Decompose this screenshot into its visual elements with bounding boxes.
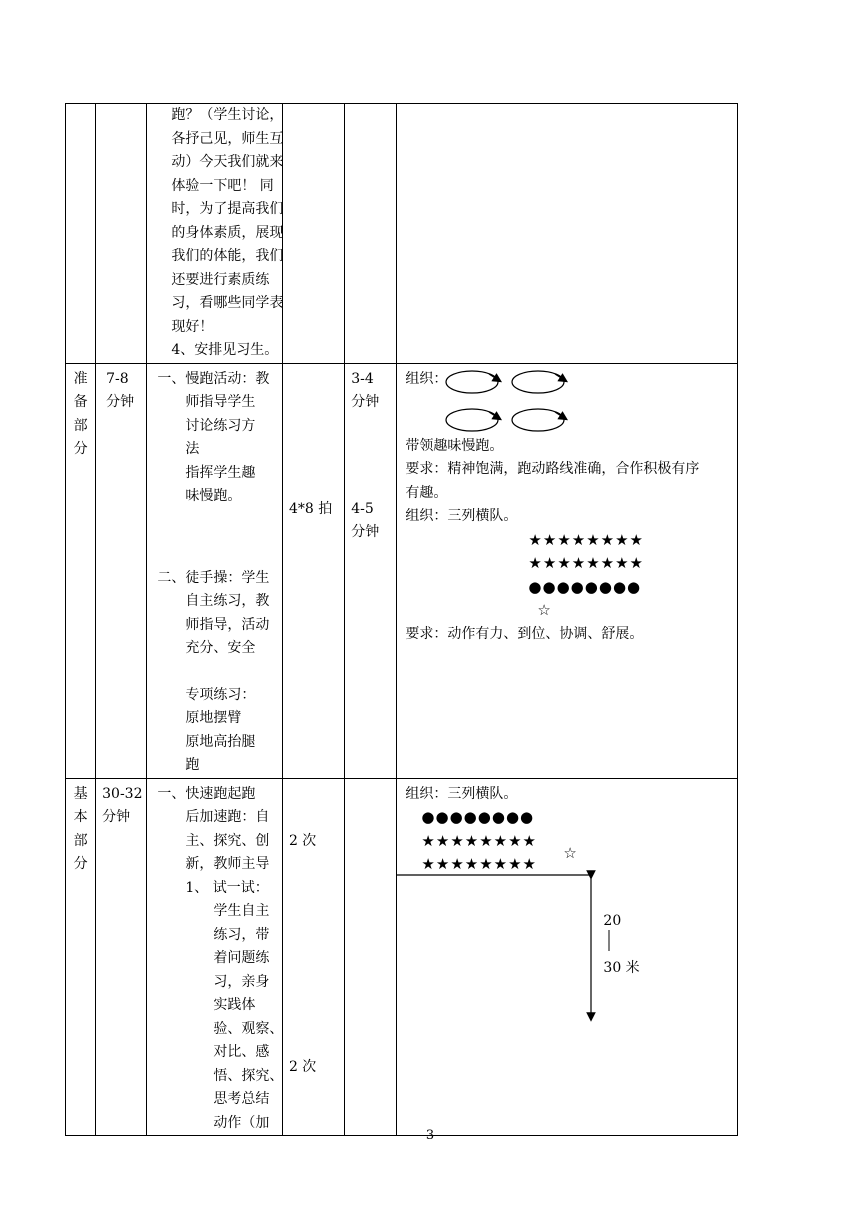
distance-label-top: 20 xyxy=(603,912,622,929)
formation-row: ★★★★★★★★ xyxy=(528,530,644,549)
content-line: 专项练习： xyxy=(185,686,256,703)
time-value: 30-32 xyxy=(102,785,143,802)
section-char: 备 xyxy=(73,394,88,410)
count-value: 2 次 xyxy=(288,1059,317,1075)
section-char: 部 xyxy=(73,832,88,849)
organization-cell xyxy=(397,363,738,778)
content-line: 原地高抬腿 xyxy=(185,733,256,750)
formation-row: ★★★★★★★★ xyxy=(528,554,644,572)
duration-value: 3-4 xyxy=(351,370,374,387)
count-cell xyxy=(282,778,344,1136)
organization-text: 带领趣味慢跑。 xyxy=(405,437,504,454)
requirement-line: 要求：精神饱满，跑动路线准确，合作积极有序 xyxy=(405,461,700,477)
duration-cell xyxy=(345,363,397,778)
duration-value: 4-5 xyxy=(351,500,374,517)
distance-label-bottom: 30 米 xyxy=(603,959,640,976)
content-line: 思考总结 xyxy=(213,1091,270,1107)
formation-row: ★★★★★★★★ xyxy=(421,855,537,873)
content-line: 现好！ xyxy=(171,318,214,335)
duration-cell xyxy=(345,104,397,364)
time-value: 7-8 xyxy=(106,370,129,387)
content-line: 一、慢跑活动：教 xyxy=(157,370,270,387)
teacher-marker: ☆ xyxy=(563,843,578,862)
content-line: 二、徒手操：学生 xyxy=(157,569,270,586)
section-char: 分 xyxy=(73,441,88,457)
time-cell xyxy=(96,363,147,778)
table-row xyxy=(66,363,738,778)
count-cell xyxy=(282,363,344,778)
table-row xyxy=(66,778,738,1136)
content-line: 动）今天我们就来 xyxy=(171,154,284,170)
content-line: 讨论练习方 xyxy=(185,417,256,434)
content-line: 的身体素质，展现 xyxy=(171,224,284,241)
duration-cell xyxy=(345,778,397,1136)
requirement-line: 要求：动作有力、到位、协调、舒展。 xyxy=(405,625,644,642)
teacher-marker: ☆ xyxy=(537,601,552,619)
content-line: 指挥学生趣 xyxy=(185,464,256,481)
section-char: 部 xyxy=(73,417,88,434)
section-cell xyxy=(66,363,96,778)
content-line: 师指导学生 xyxy=(185,394,256,410)
section-char: 基 xyxy=(73,785,88,802)
content-line: 悟、探究、 xyxy=(213,1067,284,1084)
content-line: 充分、安全 xyxy=(185,640,256,656)
content-line: 原地摆臂 xyxy=(185,710,242,726)
content-line: 一、快速跑起跑 xyxy=(157,785,256,802)
content-line: 自主练习，教 xyxy=(185,593,270,609)
content-line: 师指导，活动 xyxy=(185,616,270,633)
content-line: 还要进行素质练 xyxy=(171,271,270,288)
count-cell xyxy=(282,104,344,364)
content-line: 练习，带 xyxy=(213,926,270,943)
content-line: 我们的体能，我们 xyxy=(171,248,284,264)
content-line: 对比、感 xyxy=(213,1044,270,1060)
content-line: 跑 xyxy=(185,757,200,773)
formation-row: ●●●●●●●● xyxy=(421,808,535,826)
formation-row: ★★★★★★★★ xyxy=(421,831,537,850)
content-line: 动作（加 xyxy=(213,1114,270,1131)
time-cell xyxy=(96,778,147,1136)
content-line: 后加速跑：自 xyxy=(185,809,270,825)
section-char: 准 xyxy=(73,370,88,387)
content-line: 学生自主 xyxy=(213,903,270,919)
requirement-line: 有趣。 xyxy=(405,484,448,501)
running-distance-diagram xyxy=(397,867,627,1027)
content-line: 4、安排见习生。 xyxy=(171,342,279,358)
duration-unit: 分钟 xyxy=(351,394,380,410)
content-line: 1、 试一试： xyxy=(185,879,269,896)
content-line: 体验一下吧！ 同 xyxy=(171,177,274,194)
content-line: 法 xyxy=(185,441,200,457)
jogging-circles-diagram xyxy=(445,368,625,438)
content-line: 习，亲身 xyxy=(213,973,270,990)
content-cell xyxy=(147,104,283,364)
content-line: 习，看哪些同学表 xyxy=(171,295,284,311)
time-unit: 分钟 xyxy=(102,809,131,825)
content-line: 着问题练 xyxy=(213,950,270,966)
organization-label: 组织：三列横队。 xyxy=(405,508,518,524)
content-line: 新，教师主导 xyxy=(185,856,270,872)
section-char: 本 xyxy=(73,809,88,825)
organization-cell xyxy=(397,104,738,364)
organization-label: 组织： xyxy=(405,370,448,387)
formation-row: ●●●●●●●● xyxy=(528,577,642,596)
content-line: 跑？（学生讨论， xyxy=(171,107,284,123)
organization-label: 组织：三列横队。 xyxy=(405,785,518,802)
count-value: 4*8 拍 xyxy=(288,500,333,517)
content-cell xyxy=(147,363,283,778)
content-line: 实践体 xyxy=(213,997,256,1013)
table-row xyxy=(66,104,738,364)
page-number: 3 xyxy=(425,1128,435,1143)
content-line: 各抒己见，师生互 xyxy=(171,130,284,147)
content-line: 验、观察、 xyxy=(213,1020,284,1037)
content-line: 味慢跑。 xyxy=(185,488,242,504)
duration-unit: 分钟 xyxy=(351,524,380,540)
organization-cell xyxy=(397,778,738,1136)
section-cell xyxy=(66,778,96,1136)
content-cell xyxy=(147,778,283,1136)
lesson-plan-table xyxy=(65,103,738,1136)
content-line: 时，为了提高我们 xyxy=(171,201,284,217)
content-line: 主、探究、创 xyxy=(185,832,270,849)
section-char: 分 xyxy=(73,856,88,872)
time-cell xyxy=(96,104,147,364)
time-unit: 分钟 xyxy=(106,394,135,410)
section-cell xyxy=(66,104,96,364)
count-value: 2 次 xyxy=(288,832,317,849)
